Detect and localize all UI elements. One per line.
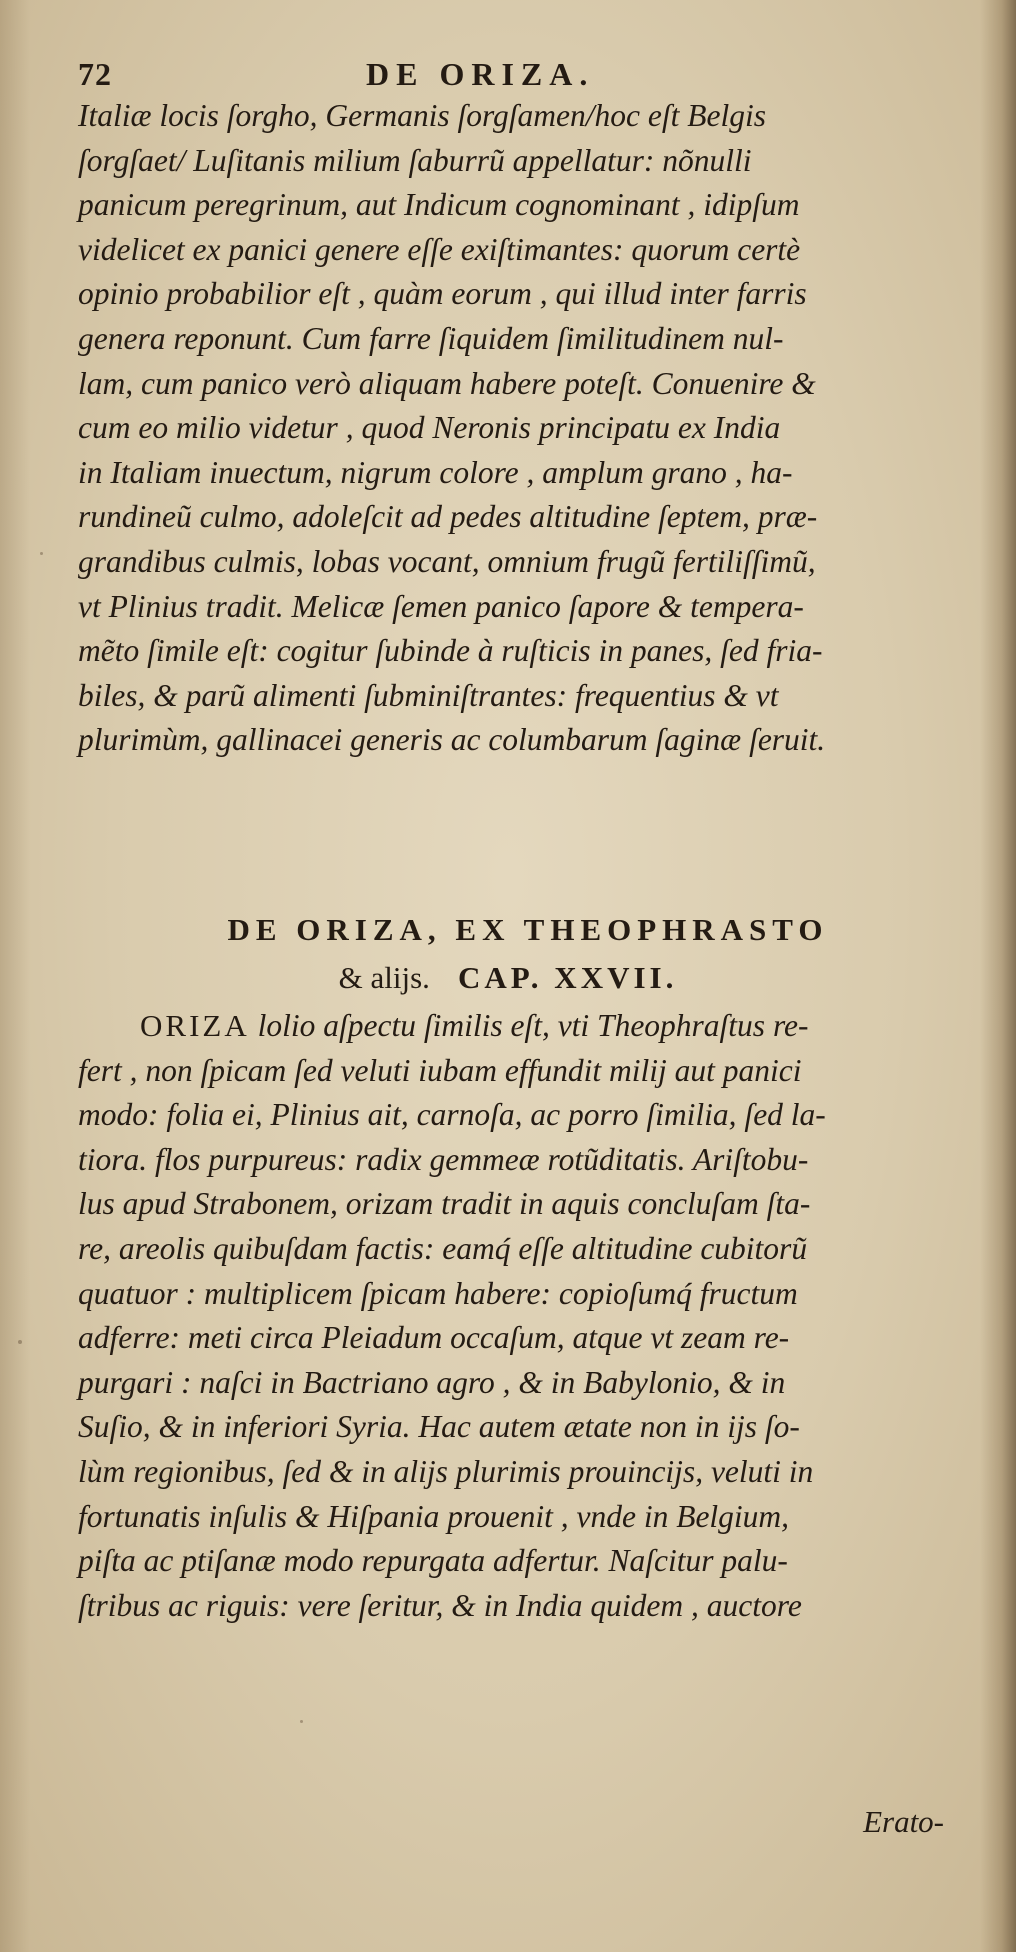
text-line: adferre: meti circa Pleiadum occaſum, atque vt zeam re- (78, 1320, 790, 1356)
text-line: ſorgſaet/ Luſitanis milium ſaburrũ appellatur: nõnulli (78, 142, 752, 178)
text-line: opinio probabilior eſt , quàm eorum , qui illud inter farris (78, 276, 807, 312)
chapter-subheading-source: & alijs. (338, 960, 430, 995)
text-line: lus apud Strabonem, orizam tradit in aquis concluſam ſta- (78, 1186, 811, 1222)
text-line: videlicet ex panici genere eſſe exiſtimantes: quorum certè (78, 231, 801, 267)
text-line: genera reponunt. Cum farre ſiquidem ſimilitudinem nul- (78, 320, 784, 356)
text-line: fortunatis inſulis & Hiſpania prouenit , vnde in Belgium, (78, 1498, 790, 1534)
paper-speck (18, 1340, 22, 1344)
text-line: Suſio, & in inferiori Syria. Hac autem ætate non in ijs ſo- (78, 1409, 800, 1445)
running-title: DE ORIZA. (366, 56, 595, 92)
first-line-text: lolio aſpectu ſimilis eſt, vti Theophraſtus re- (257, 1008, 809, 1043)
text-line: modo: folia ei, Plinius ait, carnoſa, ac porro ſimilia, ſed la- (78, 1097, 826, 1133)
text-line: piſta ac ptiſanæ modo repurgata adfertur. Naſcitur palu- (78, 1543, 788, 1579)
paragraph-2 (78, 1004, 988, 1628)
text-line: rundineũ culmo, adoleſcit ad pedes altitudine ſeptem, præ- (78, 499, 818, 535)
catchword: Erato- (863, 1804, 944, 1839)
text-line: quatuor : multiplicem ſpicam habere: copioſumq́ fructum (78, 1275, 798, 1311)
paper-speck (40, 552, 43, 555)
text-line: lam, cum panico verò aliquam habere poteſt. Conuenire & (78, 365, 816, 401)
text-line: ſtribus ac riguis: vere ſeritur, & in India quidem , auctore (78, 1587, 802, 1623)
text-line: cum eo milio videtur , quod Neronis principatu ex India (78, 410, 781, 446)
text-line: Italiæ locis ſorgho, Germanis ſorgſamen/hoc eſt Belgis (78, 98, 766, 133)
chapter-number: CAP. XXVII. (457, 960, 678, 995)
text-line: tiora. flos purpureus: radix gemmeæ rotũditatis. Ariſtobu- (78, 1141, 809, 1177)
chapter-heading: DE ORIZA, EX THEOPHRASTO (227, 912, 829, 947)
text-line-first (78, 1004, 988, 1049)
text-line: panicum peregrinum, aut Indicum cognominant , idipſum (78, 187, 800, 223)
text-line: biles, & parũ alimenti ſubminiſtrantes: frequentius & vt (78, 677, 779, 713)
text-line: fert , non ſpicam ſed veluti iubam effundit milij aut panici (78, 1052, 802, 1088)
text-line: lùm regionibus, ſed & in alijs plurimis prouincijs, veluti in (78, 1453, 814, 1489)
text-line: plurimùm, gallinacei generis ac columbarum ſaginæ ſeruit. (78, 722, 826, 758)
text-line: vt Plinius tradit. Melicæ ſemen panico ſapore & tempera- (78, 588, 804, 624)
running-header (78, 56, 978, 96)
paper-speck (300, 1720, 303, 1723)
paragraph-1 (78, 94, 988, 763)
text-line: purgari : naſci in Bactriano agro , & in Babylonio, & in (78, 1364, 786, 1400)
initial-word: ORIZA (140, 1008, 250, 1043)
text-line: re, areolis quibuſdam factis: eamq́ eſſe altitudine cubitorũ (78, 1230, 808, 1266)
text-line: grandibus culmis, lobas vocant, omnium frugũ fertiliſſimũ, (78, 543, 816, 579)
page-number: 72 (78, 56, 112, 92)
chapter-subheading (0, 960, 1016, 996)
text-line: mẽto ſimile eſt: cogitur ſubinde à ruſticis in panes, ſed fria- (78, 633, 823, 669)
text-line: in Italiam inuectum, nigrum colore , amplum grano , ha- (78, 454, 793, 490)
